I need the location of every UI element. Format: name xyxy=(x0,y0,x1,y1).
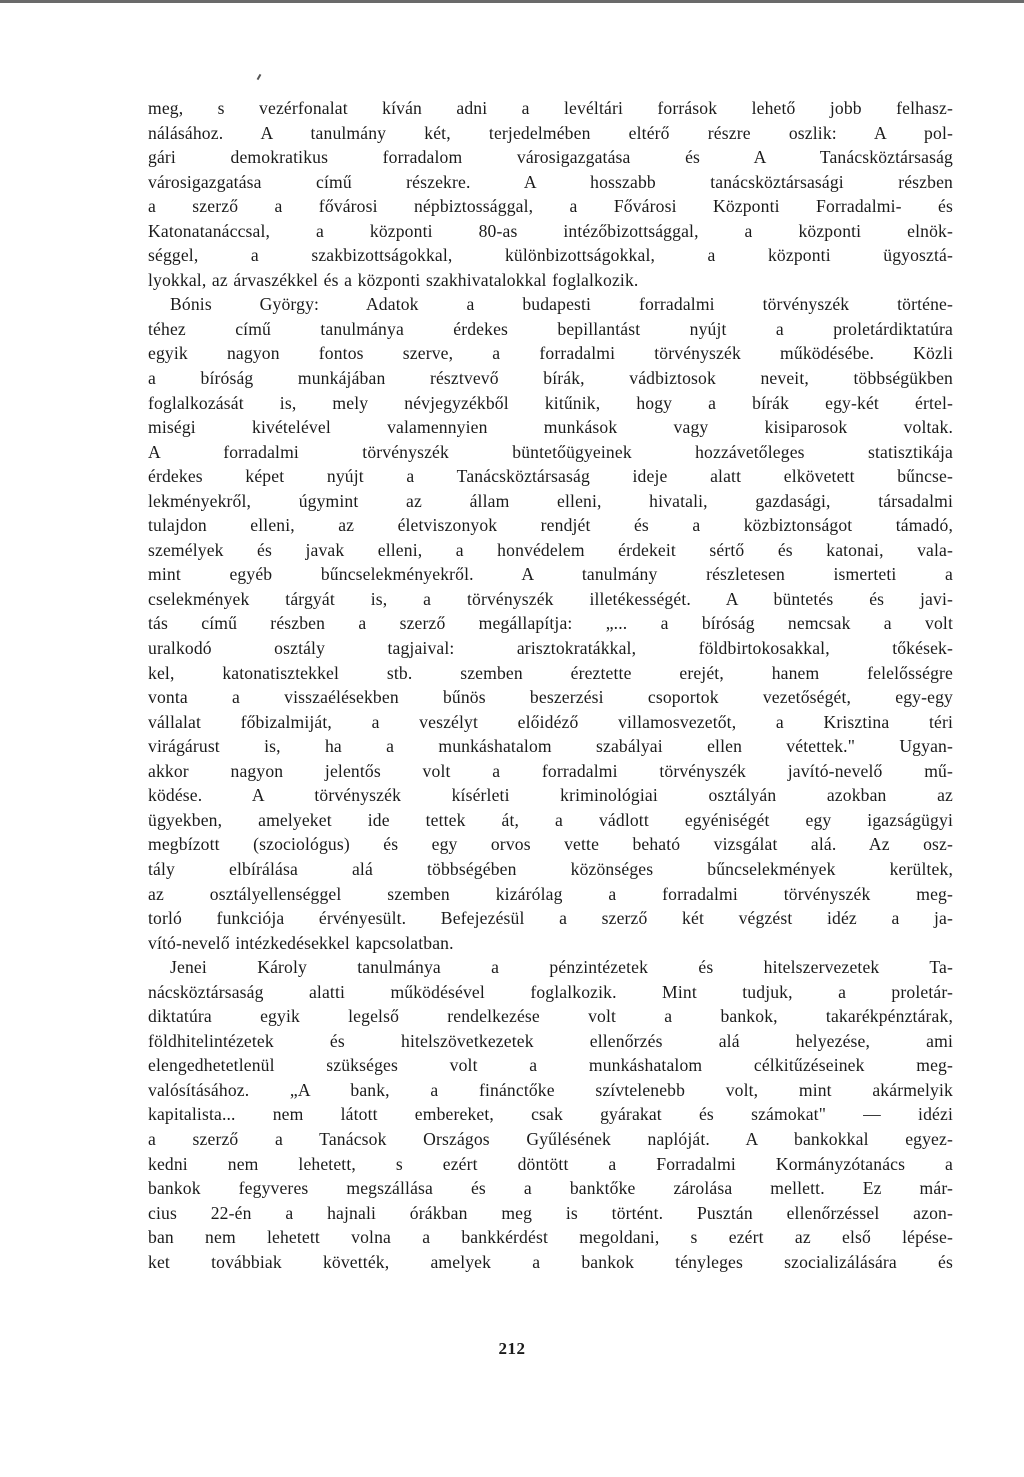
text-line: cius 22-én a hajnali órákban meg is történt. Pusztán ellenőrzéssel azon- xyxy=(148,1202,953,1223)
scan-top-edge xyxy=(0,0,1024,3)
text-line: A forradalmi törvényszék büntetőügyeinek hozzávetőleges statisztikája xyxy=(148,441,953,462)
text-line: földhitelintézetek és hitelszövetkezetek ellenőrzés alá helyezése, ami xyxy=(148,1030,953,1051)
text-line: uralkodó osztály tagjaival: arisztokratákkal, földbirtokosakkal, tőkések- xyxy=(148,638,953,659)
text-line: lekményekről, úgymint az állam elleni, hivatali, gazdasági, társadalmi xyxy=(148,490,953,511)
text-line: tulajdon elleni, az életviszonyok rendjét és a közbiztonságot támadó, xyxy=(148,515,953,536)
text-line: a bíróság munkájában résztvevő bírák, vádbiztosok neveit, többségükben xyxy=(148,368,953,389)
text-line: ket továbbiak követték, amelyek a bankok tényleges szocializálására és xyxy=(148,1251,953,1272)
text-line: Jenei Károly tanulmánya a pénzintézetek és hitelszervezetek Ta- xyxy=(170,957,953,978)
text-line: torló funkciója érvényesült. Befejezésül a szerző két végzést idéz a ja- xyxy=(148,908,953,929)
text-line: egyik nagyon fontos szerve, a forradalmi törvényszék működésébe. Közli xyxy=(148,343,953,364)
text-line: személyek és javak elleni, a honvédelem érdekeit sértő és katonai, vala- xyxy=(148,539,953,560)
text-line: városigazgatása című részekre. A hosszabb tanácsköztársasági részben xyxy=(148,171,953,192)
text-line: ban nem lehetett volna a bankkérdést megoldani, s ezért az első lépése- xyxy=(148,1227,953,1248)
text-line: virágárust is, ha a munkáshatalom szabályai ellen vétettek." Ugyan- xyxy=(148,736,953,757)
text-line: lyokkal, az árvaszékkel és a központi szakhivatalokkal foglalkozik. xyxy=(148,269,639,290)
text-line: valósításához. „A bank, a finánctőke szívtelenebb volt, mint akármelyik xyxy=(148,1079,953,1100)
text-line: akkor nagyon jelentős volt a forradalmi törvényszék javító-nevelő mű- xyxy=(148,760,953,781)
page-number: 212 xyxy=(498,1339,526,1358)
paragraph-3 xyxy=(148,955,953,1274)
text-line: az osztályellenséggel szemben kizárólag a forradalmi törvényszék meg- xyxy=(148,883,953,904)
text-line: a szerző a Tanácsok Országos Gyűlésének naplóját. A bankokkal egyez- xyxy=(148,1128,953,1149)
paragraph-1 xyxy=(148,96,953,292)
text-line: cselekmények tárgyát is, a törvényszék illetékességét. A büntetés és javi- xyxy=(148,588,953,609)
text-line: elengedhetetlenül szükséges volt a munkáshatalom célkitűzéseinek meg- xyxy=(148,1055,953,1076)
text-line: tály elbírálása alá többségében közönséges bűncselekmények kerültek, xyxy=(148,858,953,879)
text-line: bankok fegyveres megszállása és a banktőke zárolása mellett. Ez már- xyxy=(148,1178,953,1199)
text-line: gári demokratikus forradalom városigazgatása és A Tanácsköztársaság xyxy=(148,147,953,168)
text-line: vító-nevelő intézkedésekkel kapcsolatban. xyxy=(148,932,454,953)
text-line: nálásához. A tanulmány két, terjedelmében eltérő részre oszlik: A pol- xyxy=(148,122,953,143)
text-line: vállalat főbizalmiját, a veszélyt előidéző villamosvezetőt, a Krisztina téri xyxy=(148,711,953,732)
text-line: Bónis György: Adatok a budapesti forradalmi törvényszék történe- xyxy=(170,294,953,315)
text-line: kel, katonatisztekkel stb. szemben éreztette erejét, hanem felelősségre xyxy=(148,662,953,683)
text-line: kapitalista... nem látott embereket, csak gyárakat és számokat" — idézi xyxy=(148,1104,953,1125)
text-line: érdekes képet nyújt a Tanácsköztársaság ideje alatt elkövetett bűncse- xyxy=(148,466,953,487)
text-line: a szerző a fővárosi népbiztossággal, a Fővárosi Központi Forradalmi- és xyxy=(148,196,953,217)
text-line: tás című részben a szerző megállapítja: „... a bíróság nemcsak a volt xyxy=(148,613,953,634)
text-line: nácsköztársaság alatti működésével foglalkozik. Mint tudjuk, a proletár- xyxy=(148,981,953,1002)
text-line: ügyekben, amelyeket ide tettek át, a vádlott egyéniségét egy igazságügyi xyxy=(148,809,953,830)
text-line: séggel, a szakbizottságokkal, különbizottságokkal, a központi ügyosztá- xyxy=(148,245,953,266)
scan-speck xyxy=(257,74,262,80)
paragraph-2 xyxy=(148,292,953,955)
text-line: ködése. A törvényszék kísérleti kriminológiai osztályán azokban az xyxy=(148,785,953,806)
text-line: mint egyéb bűncselekményekről. A tanulmány részletesen ismerteti a xyxy=(148,564,953,585)
text-line: Katonatanáccsal, a központi 80-as intézőbizottsággal, a központi elnök- xyxy=(148,220,953,241)
text-line: megbízott (szociológus) és egy orvos vette beható vizsgálat alá. Az osz- xyxy=(148,834,953,855)
text-line: miségi kivételével valamennyien munkások vagy kisiparosok voltak. xyxy=(148,417,953,438)
text-line: kedni nem lehetett, s ezért döntött a Forradalmi Kormányzótanács a xyxy=(148,1153,953,1174)
text-line: meg, s vezérfonalat kíván adni a levéltári források lehető jobb felhasz- xyxy=(148,98,953,118)
text-line: diktatúra egyik legelső rendelkezése volt a bankok, takarékpénztárak, xyxy=(148,1006,953,1027)
page-body xyxy=(148,96,953,1274)
text-line: vonta a visszaélésekben bűnös beszerzési csoportok vezetőségét, egy-egy xyxy=(148,687,953,708)
text-line: téhez című tanulmánya érdekes bepillantást nyújt a proletárdiktatúra xyxy=(148,318,953,339)
text-line: foglalkozását is, mely névjegyzékből kitűnik, hogy a bírák egy-két értel- xyxy=(148,392,953,413)
